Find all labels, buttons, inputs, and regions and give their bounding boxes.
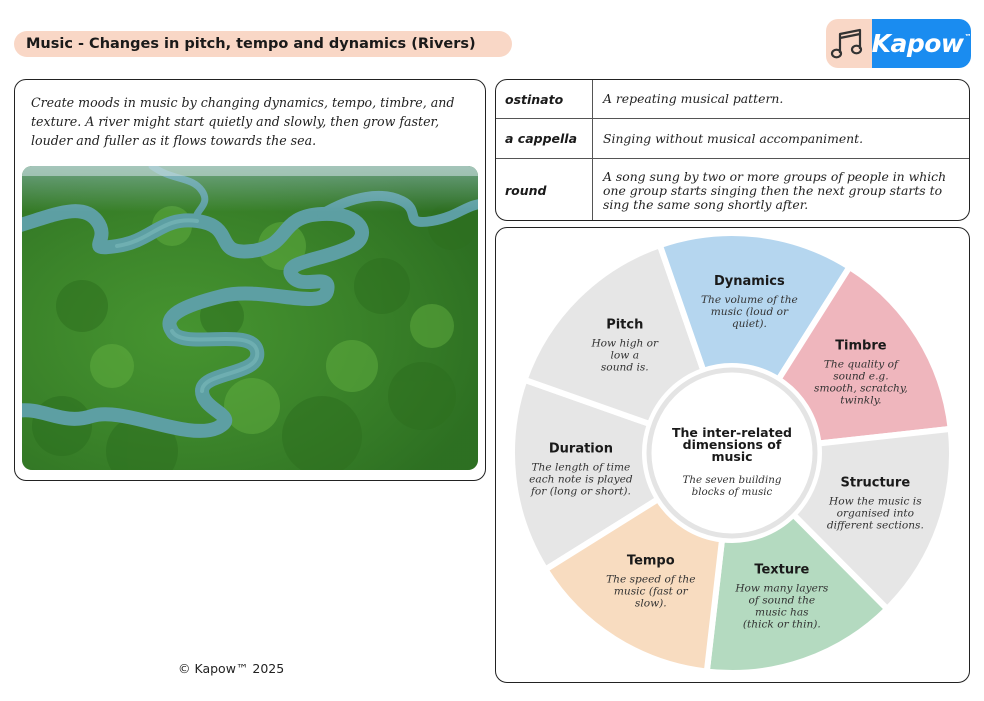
segment-description-line: The length of time xyxy=(531,461,631,474)
segment-title-duration: Duration xyxy=(548,441,613,457)
segment-description-line: each note is played xyxy=(529,473,633,486)
segment-description-line: slow). xyxy=(634,597,667,610)
vocab-row-round xyxy=(496,159,969,221)
music-notes-icon xyxy=(826,19,872,68)
segment-description-line: How many layers xyxy=(735,582,829,595)
intro-card xyxy=(14,79,486,481)
segment-description-line: music has xyxy=(755,606,809,619)
vocab-term: round xyxy=(496,159,593,221)
hub-title-line: The inter-related xyxy=(671,425,793,440)
segment-description-line: organised into xyxy=(836,507,915,520)
logo-wordmark xyxy=(872,19,971,68)
segment-description-line: for (long or short). xyxy=(530,485,631,498)
segment-description-line: The speed of the xyxy=(606,573,696,586)
hub-title-line: dimensions of xyxy=(682,437,782,452)
vocab-definition: A repeating musical pattern. xyxy=(603,91,784,106)
vocabulary-table xyxy=(495,79,970,221)
hub-title-line: music xyxy=(711,449,753,464)
segment-title-dynamics: Dynamics xyxy=(714,273,785,289)
dimensions-wheel-card xyxy=(495,227,970,683)
vocab-row-a-cappella xyxy=(496,119,969,159)
segment-description-line: music (fast or xyxy=(613,585,688,598)
segment-description-line: different sections. xyxy=(826,519,924,532)
segment-description-line: smooth, scratchy, xyxy=(814,382,908,395)
page-title: Music - Changes in pitch, tempo and dynamics (Rivers) xyxy=(14,31,512,57)
segment-description-line: The volume of the xyxy=(700,293,798,306)
hub-description-line: The seven building xyxy=(682,474,782,486)
hub-description-line: blocks of music xyxy=(691,486,773,498)
segment-description-line: of sound the xyxy=(748,594,816,607)
logo-text: Kapow xyxy=(871,29,964,58)
intro-text: Create moods in music by changing dynamics, tempo, timbre, and texture. A river might start quietly and slowly, then grow faster, louder and fuller as it flows towards the sea. xyxy=(31,95,455,148)
segment-description-line: quiet). xyxy=(731,317,767,330)
segment-description-line: sound is. xyxy=(600,361,649,374)
segment-description-line: twinkly. xyxy=(840,394,882,407)
segment-title-structure: Structure xyxy=(840,475,911,491)
segment-description-line: low a xyxy=(610,349,640,362)
segment-description-line: sound e.g. xyxy=(833,370,889,383)
vocab-term: a cappella xyxy=(496,119,593,158)
segment-description-line: music (loud or xyxy=(710,305,789,318)
dimensions-wheel xyxy=(496,228,970,683)
segment-title-timbre: Timbre xyxy=(835,338,887,354)
segment-description-line: How the music is xyxy=(829,495,922,508)
vocab-term: ostinato xyxy=(496,80,593,118)
vocab-row-ostinato xyxy=(496,80,969,119)
segment-title-texture: Texture xyxy=(754,562,810,578)
river-aerial-photo xyxy=(22,166,478,470)
segment-title-pitch: Pitch xyxy=(606,317,644,333)
vocab-definition: Singing without musical accompaniment. xyxy=(603,130,864,146)
segment-description-line: The quality of xyxy=(823,358,898,371)
segment-description-line: How high or xyxy=(591,337,659,350)
kapow-logo[interactable] xyxy=(826,19,971,68)
vocab-definition: A song sung by two or more groups of people in which one group starts singing then the next group starts to sing the same song shortly after. xyxy=(603,168,947,212)
copyright-notice: © Kapow™ 2025 xyxy=(178,661,285,676)
logo-trademark: ™ xyxy=(964,32,971,41)
segment-title-tempo: Tempo xyxy=(626,553,675,569)
segment-description-line: (thick or thin). xyxy=(742,618,821,631)
